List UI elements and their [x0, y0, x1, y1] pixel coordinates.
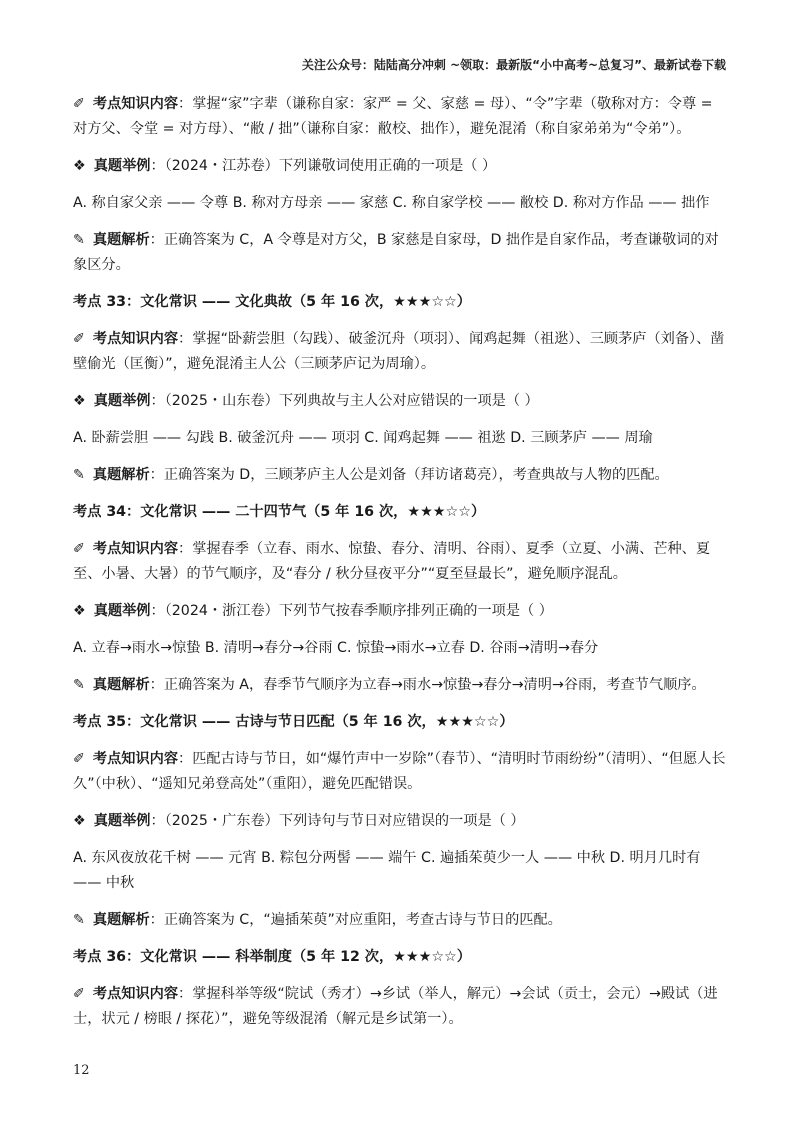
- pencil-icon: ✐: [73, 986, 85, 1002]
- diamond-bullet-icon: ❖: [73, 603, 86, 619]
- diamond-bullet-icon: ❖: [73, 393, 86, 409]
- example-label: 真题举例: [93, 813, 151, 829]
- answer-options: A. 立春→雨水→惊蛰 B. 清明→春分→谷雨 C. 惊蛰→雨水→立春 D. 谷雨→清明→春分: [73, 640, 599, 656]
- knowledge-paragraph: [73, 327, 731, 377]
- knowledge-text: ：掌握春季（立春、雨水、惊蛰、春分、清明、谷雨）、夏季（立夏、小满、芒种、夏至、小暑、大暑）的节气顺序，及“春分 / 秋分昼夜平分”“夏至昼最长”，避免顺序混乱。: [73, 541, 711, 582]
- answer-options: A. 东风夜放花千树 —— 元宵 B. 粽包分两髻 —— 端午 C. 遍插茱萸少一人 —— 中秋 D. 明月几时有 —— 中秋: [73, 850, 701, 891]
- knowledge-label: 考点知识内容: [92, 541, 179, 557]
- section-title: 考点 35：文化常识 —— 古诗与节日匹配（5 年 16 次，★★★☆☆）: [73, 714, 514, 730]
- example-label: 真题举例: [93, 393, 151, 409]
- analysis-label: 真题解析: [92, 912, 150, 928]
- knowledge-text: ：掌握“家”字辈（谦称自家：家严 = 父、家慈 = 母）、“令”字辈（敬称对方：令尊 = 对方父、令堂 = 对方母）、“敝 / 拙”（谦称自家：敝校、拙作），避免混淆（称自家弟弟为“令弟”）。: [73, 96, 713, 137]
- example-text: ：（2025・广东卷）下列诗句与节日对应错误的一项是（ ）: [150, 813, 525, 829]
- analysis-paragraph: [73, 228, 731, 278]
- knowledge-label: 考点知识内容: [92, 96, 179, 112]
- knowledge-label: 考点知识内容: [92, 331, 179, 347]
- knowledge-text: ：掌握科举等级“院试（秀才）→乡试（举人，解元）→会试（贡士，会元）→殿试（进士，状元 / 榜眼 / 探花）”，避免等级混淆（解元是乡试第一）。: [73, 986, 718, 1027]
- analysis-paragraph: [73, 463, 731, 488]
- example-text: ：（2024・江苏卷）下列谦敬词使用正确的一项是（ ）: [150, 158, 497, 174]
- pencil-icon: ✐: [73, 751, 85, 767]
- section-title: 考点 34：文化常识 —— 二十四节气（5 年 16 次，★★★☆☆）: [73, 504, 486, 520]
- diamond-bullet-icon: ❖: [73, 158, 86, 174]
- page-number: 12: [73, 1063, 90, 1078]
- analysis-paragraph: [73, 673, 731, 698]
- section-title: 考点 33：文化常识 —— 文化典故（5 年 16 次，★★★☆☆）: [73, 294, 471, 310]
- page-content: [73, 92, 731, 1044]
- example-paragraph: [73, 809, 731, 834]
- example-paragraph: [73, 599, 731, 624]
- knowledge-text: ：匹配古诗与节日，如“爆竹声中一岁除”（春节）、“清明时节雨纷纷”（清明）、“但愿人长久”（中秋）、“遥知兄弟登高处”（重阳），避免匹配错误。: [73, 751, 726, 792]
- analysis-label: 真题解析: [92, 467, 150, 483]
- example-label: 真题举例: [93, 603, 151, 619]
- pen-icon: ✎: [73, 677, 85, 693]
- knowledge-paragraph: [73, 92, 731, 142]
- example-paragraph: [73, 154, 731, 179]
- answer-options: A. 称自家父亲 —— 令尊 B. 称对方母亲 —— 家慈 C. 称自家学校 —— 敝校 D. 称对方作品 —— 拙作: [73, 195, 710, 211]
- knowledge-paragraph: [73, 747, 731, 797]
- example-paragraph: [73, 389, 731, 414]
- example-text: ：（2024・浙江卷）下列节气按春季顺序排列正确的一项是（ ）: [150, 603, 553, 619]
- example-text: ：（2025・山东卷）下列典故与主人公对应错误的一项是（ ）: [150, 393, 539, 409]
- example-label: 真题举例: [93, 158, 151, 174]
- knowledge-label: 考点知识内容: [92, 751, 179, 767]
- pen-icon: ✎: [73, 912, 85, 928]
- pen-icon: ✎: [73, 232, 85, 248]
- pen-icon: ✎: [73, 467, 85, 483]
- section-title: 考点 36：文化常识 —— 科举制度（5 年 12 次，★★★☆☆）: [73, 949, 471, 965]
- analysis-text: ：正确答案为 C，“遍插茱萸”对应重阳，考查古诗与节日的匹配。: [149, 912, 562, 928]
- analysis-paragraph: [73, 908, 731, 933]
- knowledge-text: ：掌握“卧薪尝胆（勾践）、破釜沉舟（项羽）、闻鸡起舞（祖逖）、三顾茅庐（刘备）、凿壁偷光（匡衡）”，避免混淆主人公（三顾茅庐记为周瑜）。: [73, 331, 725, 372]
- analysis-label: 真题解析: [92, 677, 150, 693]
- analysis-text: ：正确答案为 A，春季节气顺序为立春→雨水→惊蛰→春分→清明→谷雨，考查节气顺序。: [149, 677, 706, 693]
- page-header: 关注公众号：陆陆高分冲刺 ~领取：最新版“小中高考~总复习”、最新试卷下载: [301, 58, 726, 72]
- answer-options: A. 卧薪尝胆 —— 勾践 B. 破釜沉舟 —— 项羽 C. 闻鸡起舞 —— 祖逖 D. 三顾茅庐 —— 周瑜: [73, 430, 653, 446]
- knowledge-paragraph: [73, 982, 731, 1032]
- knowledge-paragraph: [73, 537, 731, 587]
- analysis-text: ：正确答案为 D，三顾茅庐主人公是刘备（拜访诸葛亮），考查典故与人物的匹配。: [149, 467, 669, 483]
- pencil-icon: ✐: [73, 96, 85, 112]
- pencil-icon: ✐: [73, 541, 85, 557]
- pencil-icon: ✐: [73, 331, 85, 347]
- analysis-label: 真题解析: [92, 232, 150, 248]
- analysis-text: ：正确答案为 C，A 令尊是对方父，B 家慈是自家母，D 拙作是自家作品，考查谦敬词的对象区分。: [73, 232, 719, 273]
- knowledge-label: 考点知识内容: [92, 986, 179, 1002]
- diamond-bullet-icon: ❖: [73, 813, 86, 829]
